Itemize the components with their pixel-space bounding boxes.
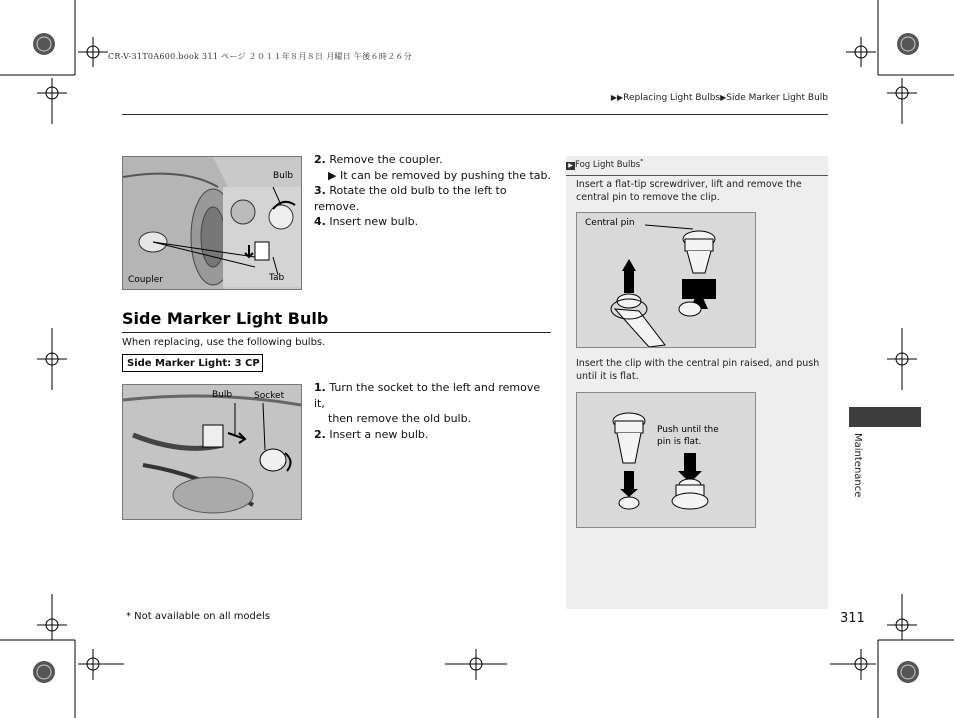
step-1: 1. Turn the socket to the left and remove it, bbox=[314, 381, 541, 410]
section-intro: When replacing, use the following bulbs. bbox=[122, 337, 326, 348]
arrow-icon: ▶ bbox=[328, 168, 337, 182]
step-2: 2. Insert a new bulb. bbox=[314, 427, 429, 441]
step-1-cont: then remove the old bulb. bbox=[328, 412, 472, 425]
double-arrow-icon: ▶▶ bbox=[610, 93, 624, 102]
step-2: 2. Remove the coupler. bbox=[314, 153, 443, 166]
footnote: * Not available on all models bbox=[126, 611, 271, 622]
label-push-flat: Push until the pin is flat. bbox=[657, 425, 719, 447]
label-tab: Tab bbox=[269, 273, 285, 283]
sidebar-text-1: Insert a flat-tip screwdriver, lift and remove the central pin to remove the clip. bbox=[576, 179, 802, 203]
side-marker-illustration bbox=[123, 385, 301, 519]
label-coupler: Coupler bbox=[128, 275, 163, 285]
fog-steps bbox=[314, 152, 554, 230]
label-bulb: Bulb bbox=[212, 390, 233, 400]
square-arrow-icon: ▶ bbox=[566, 162, 575, 170]
chapter-tab-label: Maintenance bbox=[852, 433, 863, 498]
step-3: 3. Rotate the old bulb to the left to remove. bbox=[314, 184, 507, 213]
sidebar-heading: ▶ Fog Light Bulbs* bbox=[566, 158, 643, 170]
label-socket: Socket bbox=[254, 391, 285, 401]
section-rule bbox=[122, 332, 551, 333]
side-steps bbox=[314, 380, 554, 442]
arrow-icon: ▶ bbox=[720, 93, 727, 102]
breadcrumb bbox=[611, 93, 828, 103]
sidebar-text-2: Insert the clip with the central pin raised, and push until it is flat. bbox=[576, 358, 820, 382]
breadcrumb-item-replacing[interactable]: Replacing Light Bulbs bbox=[623, 93, 721, 103]
header-rule bbox=[122, 114, 828, 115]
clip-removal-illustration bbox=[577, 213, 755, 347]
bulb-spec-box: Side Marker Light: 3 CP bbox=[122, 354, 263, 372]
sidebar-rule bbox=[566, 175, 828, 176]
side-marker-figure bbox=[122, 384, 302, 520]
fog-light-figure bbox=[122, 156, 302, 290]
chapter-tab-bar[interactable] bbox=[849, 407, 921, 427]
clip-insert-figure bbox=[576, 392, 756, 528]
label-central-pin: Central pin bbox=[585, 218, 635, 228]
step-2-note: ▶ It can be removed by pushing the tab. bbox=[328, 168, 552, 182]
clip-removal-figure bbox=[576, 212, 756, 348]
clip-insert-illustration bbox=[577, 393, 755, 527]
breadcrumb-item-side-marker[interactable]: Side Marker Light Bulb bbox=[726, 93, 828, 103]
print-header: CR-V-31T0A600.book 311 ページ ２０１１年８月８日 月曜日 午後６時２６分 bbox=[108, 52, 413, 61]
section-title: Side Marker Light Bulb bbox=[122, 309, 329, 328]
label-bulb: Bulb bbox=[273, 171, 294, 181]
page-number: 311 bbox=[840, 611, 865, 626]
step-4: 4. Insert new bulb. bbox=[314, 215, 419, 228]
